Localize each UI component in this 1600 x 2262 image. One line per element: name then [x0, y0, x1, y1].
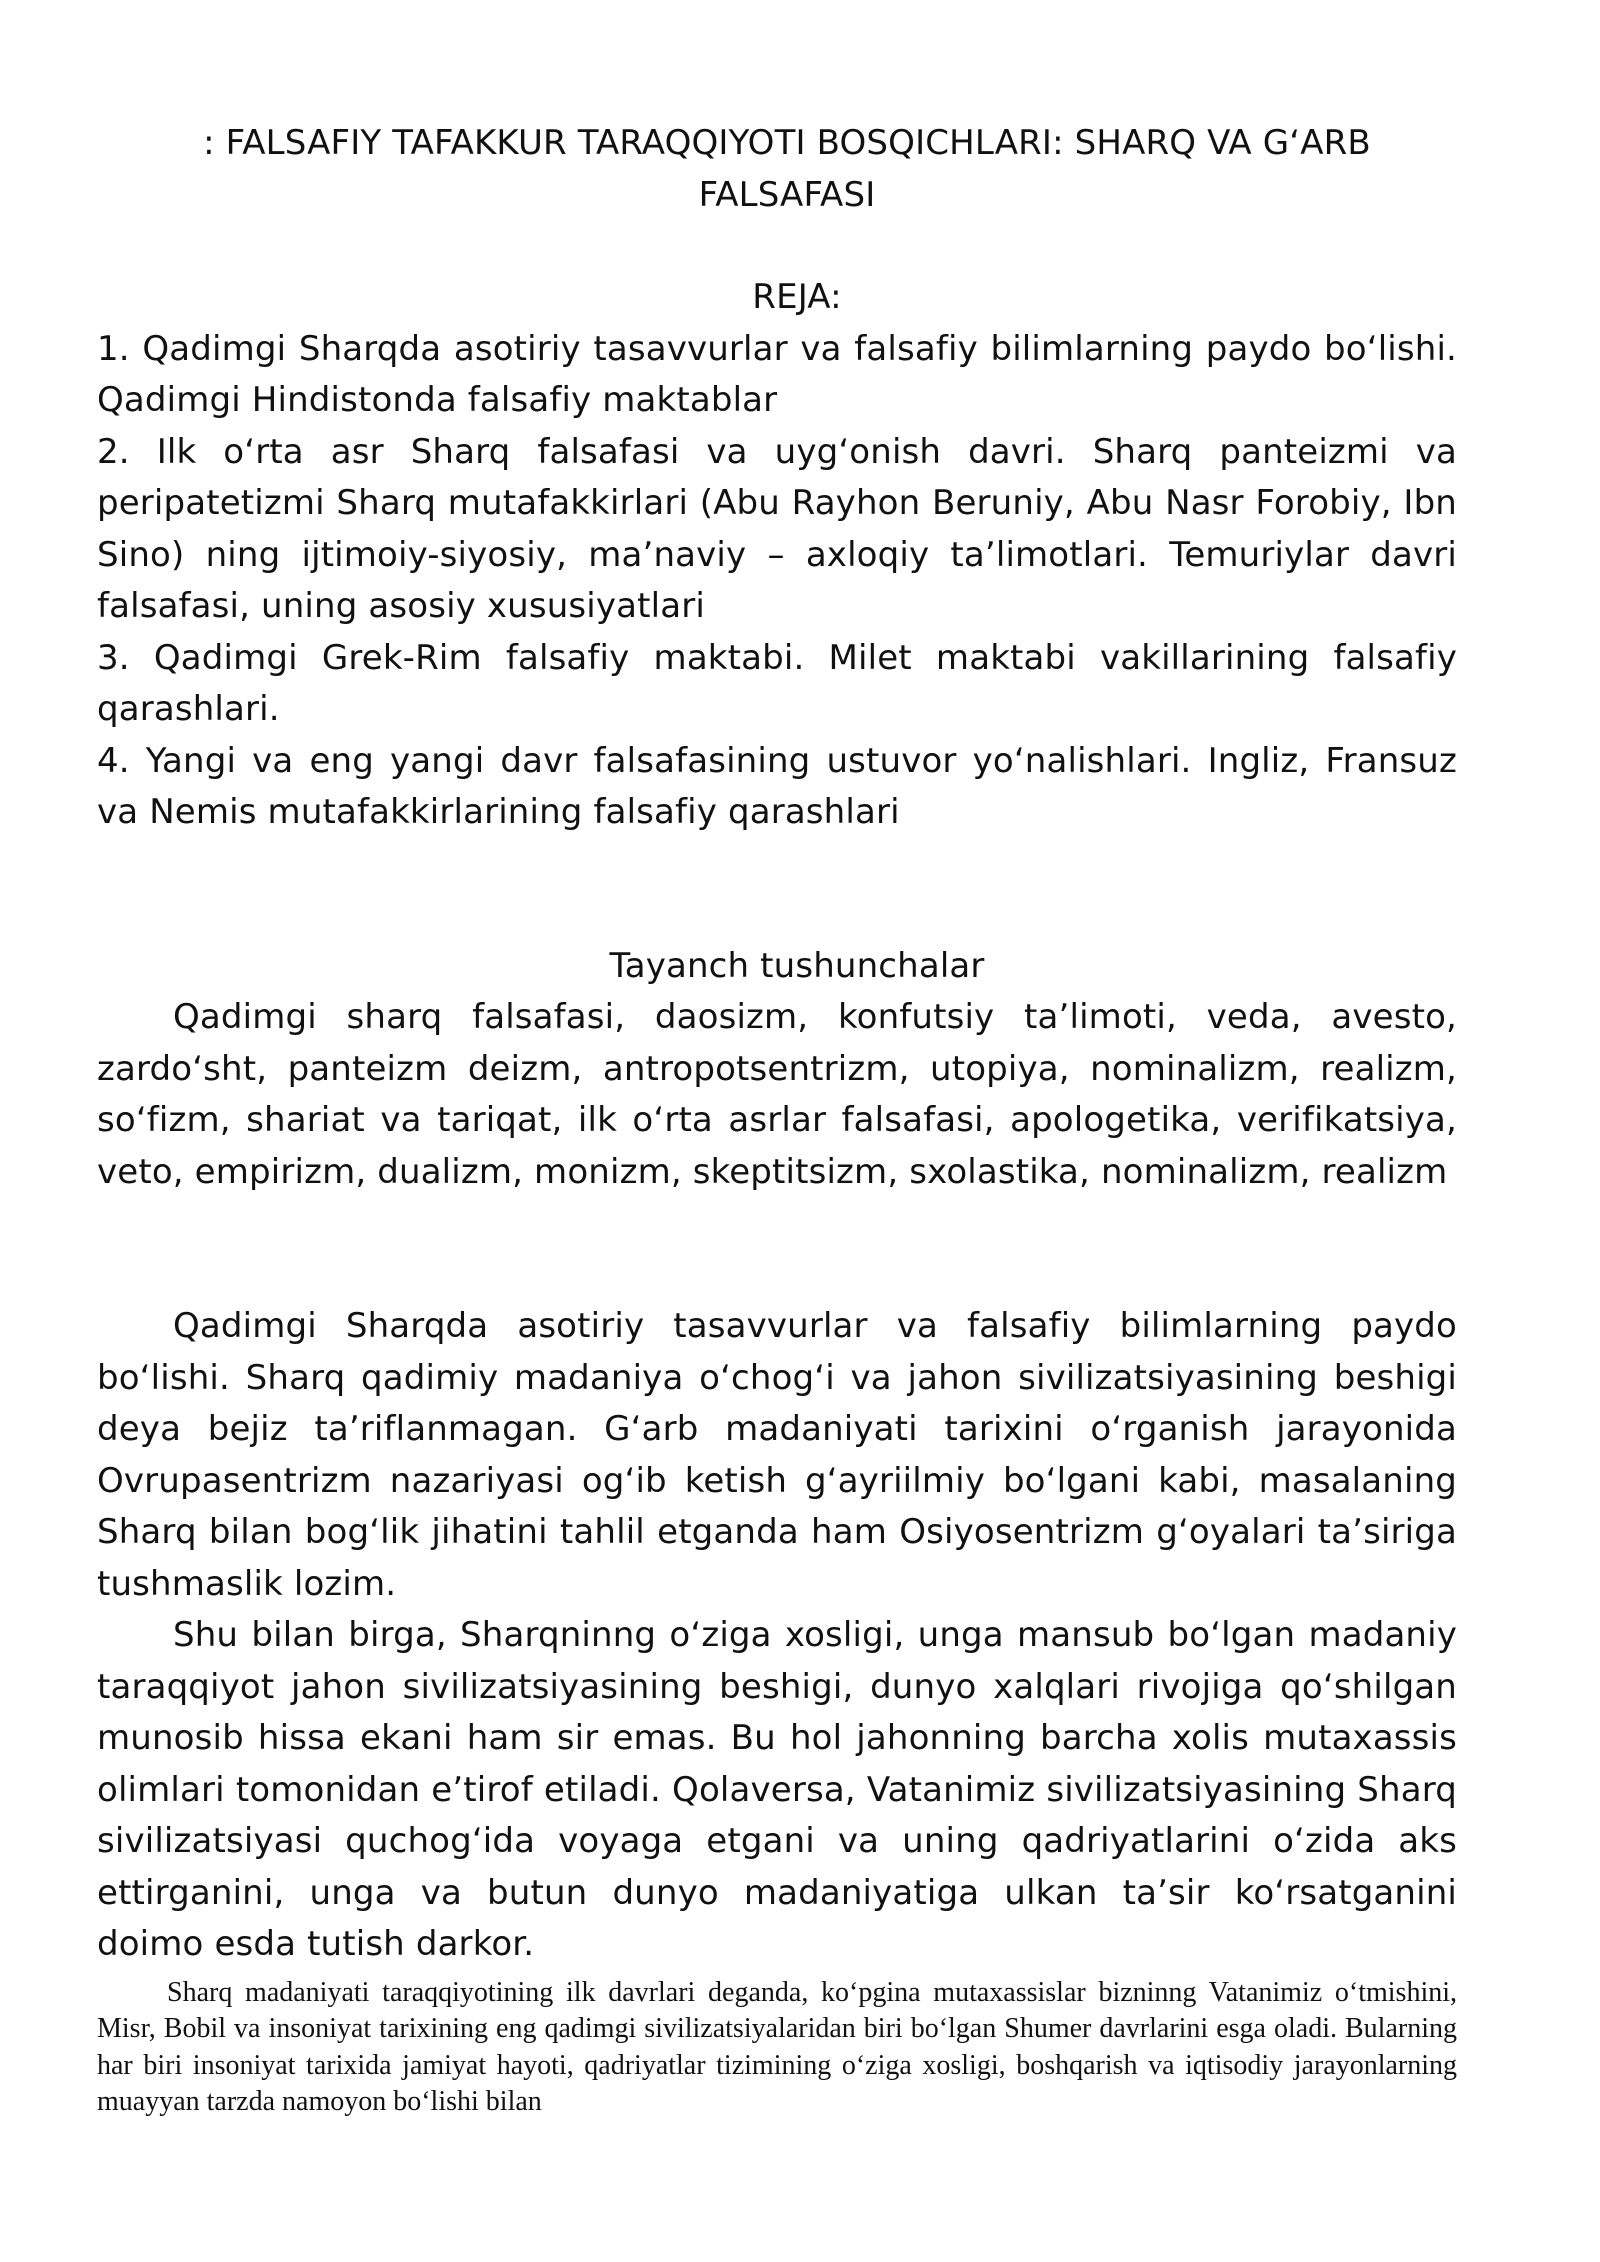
key-concepts-paragraph: Qadimgi sharq falsafasi, daosizm, konfutsiy ta’limoti, veda, avesto, zardo‘sht, panteizm deizm, antropotsentrizm, utopiya, nominalizm, realizm, so‘fizm, shariat va tariqat, ilk o‘rta asrlar falsafasi, apologetika, verifikatsiya, veto, empirizm, dualizm, monizm, skeptitsizm, sxolastika, nominalizm, realizm	[97, 997, 1457, 1192]
plan-heading: REJA:	[752, 277, 842, 317]
plan-item: 1. Qadimgi Sharqda asotiriy tasavvurlar va falsafiy bilimlarning paydo bo‘lishi. Qadimgi Hindistonda falsafiy maktablar	[97, 328, 1457, 420]
document-page	[97, 118, 1457, 2121]
plan-list	[97, 324, 1457, 839]
document-title: : FALSAFIY TAFAKKUR TARAQQIYOTI BOSQICHLARI: SHARQ VA G‘ARB FALSAFASI	[203, 123, 1371, 215]
plan-item: 4. Yangi va eng yangi davr falsafasining ustuvor yo‘nalishlari. Ingliz, Fransuz va Nemis mutafakkirlarining falsafiy qarashlari	[97, 740, 1457, 832]
plan-item: 2. Ilk o‘rta asr Sharq falsafasi va uyg‘onish davri. Sharq panteizmi va peripatetizmi Sharq mutafakkirlari (Abu Rayhon Beruniy, Abu Nasr Forobiy, Ibn Sino) ning ijtimoiy-siyosiy, ma’naviy – axloqiy ta’limotlari. Temuriylar davri falsafasi, uning asosiy xususiyatlari	[97, 431, 1457, 626]
key-concepts-heading: Tayanch tushunchalar	[609, 945, 985, 986]
body-paragraph: Shu bilan birga, Sharqninng o‘ziga xosligi, unga mansub bo‘lgan madaniy taraqqiyot jahon sivilizatsiyasining beshigi, dunyo xalqlari rivojiga qo‘shilgan munosib hissa ekani ham sir emas. Bu hol jahonning barcha xolis mutaxassis olimlari tomonidan e’tirof etiladi. Qolaversa, Vatanimiz sivilizatsiyasining Sharq sivilizatsiyasi quchog‘ida voyaga etgani va uning qadriyatlarini o‘zida aks ettirganini, unga va butun dunyo madaniyatiga ulkan ta’sir ko‘rsatganini doimo esda tutish darkor.	[97, 1615, 1457, 1964]
plan-item: 3. Qadimgi Grek-Rim falsafiy maktabi. Milet maktabi vakillarining falsafiy qarashlari.	[97, 637, 1457, 729]
body-paragraph: Qadimgi Sharqda asotiriy tasavvurlar va falsafiy bilimlarning paydo bo‘lishi. Sharq qadimiy madaniya o‘chog‘i va jahon sivilizatsiyasining beshigi deya bejiz ta’riflanmagan. G‘arb madaniyati tarixini o‘rganish jarayonida Ovrupasentrizm nazariyasi og‘ib ketish g‘ayriilmiy bo‘lgani kabi, masalaning Sharq bilan bog‘lik jihatini tahlil etganda ham Osiyosentrizm g‘oyalari ta’siriga tushmaslik lozim.	[97, 1306, 1457, 1604]
serif-body-paragraph: Sharq madaniyati taraqqiyotining ilk davrlari deganda, ko‘pgina mutaxassislar bizninng Vatanimiz o‘tmishini, Misr, Bobil va insoniyat tarixining eng qadimgi sivilizatsiyalaridan biri bo‘lgan Shumer davrlarini esga oladi. Bularning har biri insoniyat tarixida jamiyat hayoti, qadriyatlar tizimining o‘ziga xosligi, boshqarish va iqtisodiy jarayonlarning muayyan tarzda namoyon bo‘lishi bilan	[97, 1976, 1457, 2117]
